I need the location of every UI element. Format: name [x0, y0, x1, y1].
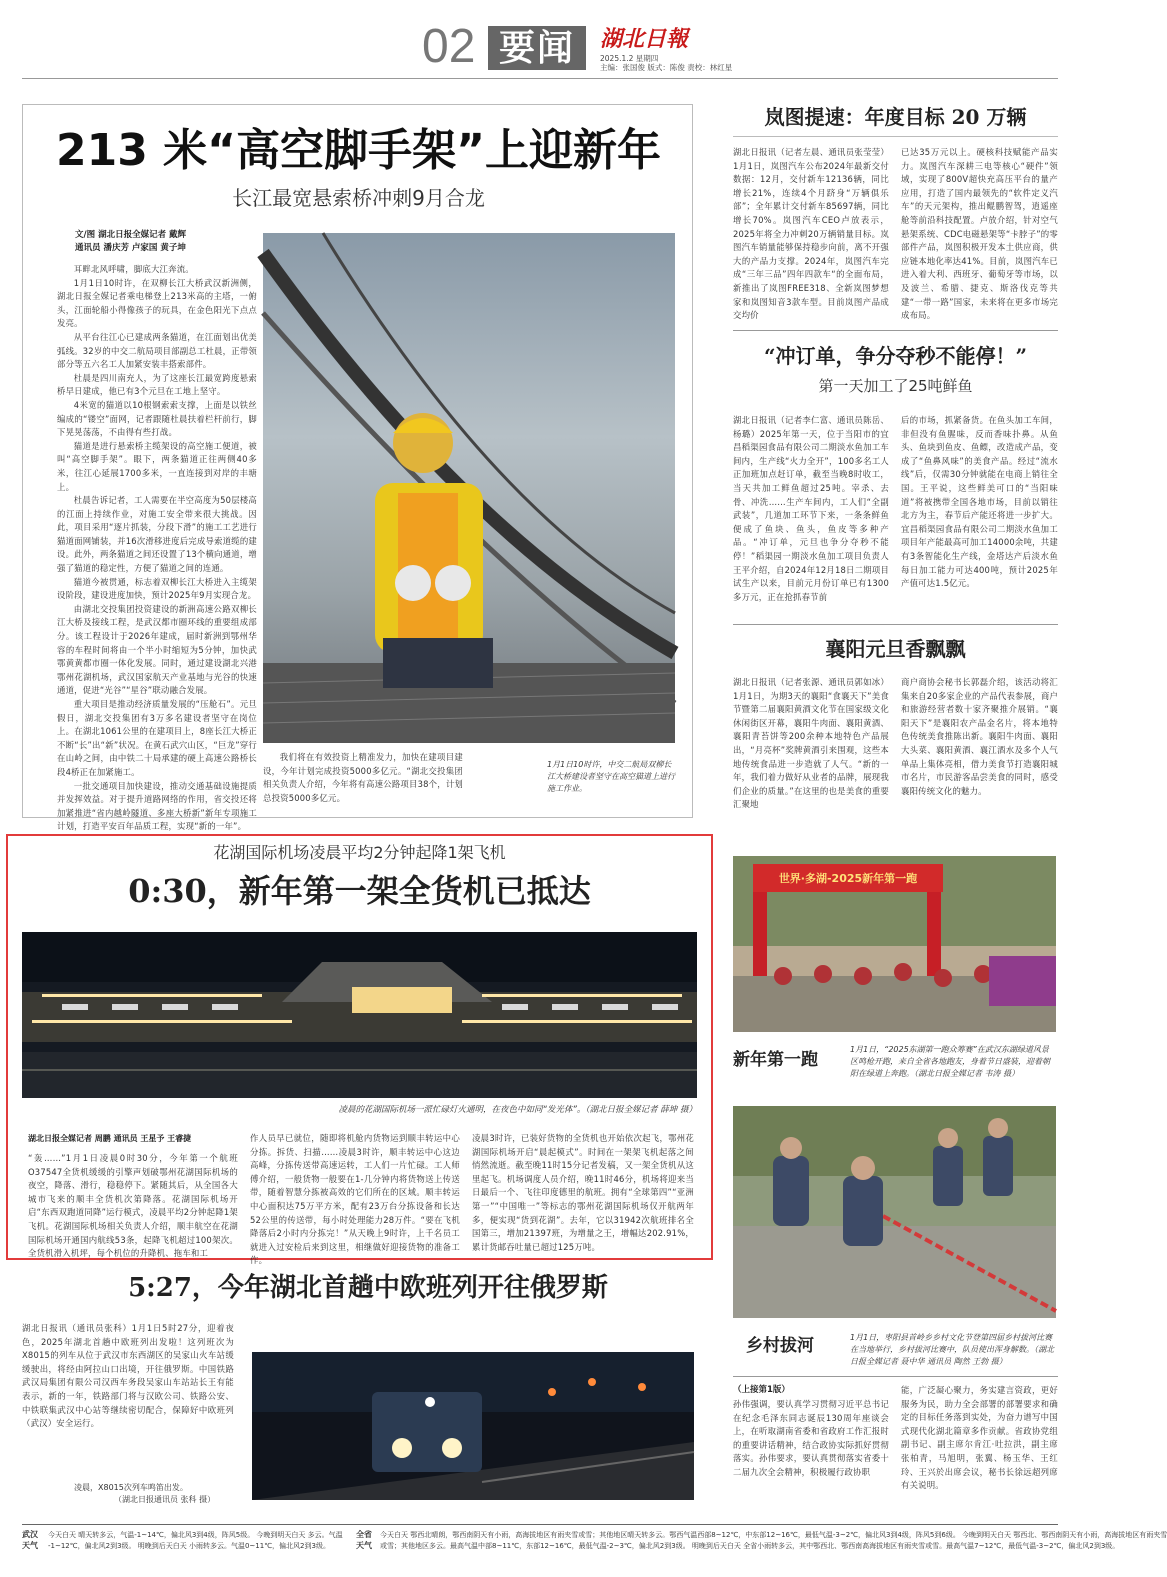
tug-of-war-photo [733, 1106, 1056, 1318]
cargo-body-col2: 作人员早已就位，随即将机舱内货物运到顺丰转运中心分拣。拆货、扫描……凌晨3时许，顺丰转运中心这边高峰，分拣传送带高速运转，工人们一片忙碌。工人师傅介绍，一般货物一般要在1-几分钟内将货物送上传送带，随着智慧分拣被高效的它们所在的区域。顺丰转运中心面积达75万平方米，配有23万台分拣设备和长达52公里的传送带，每小时处理能力28万件。“要在飞机降落后2小时内分拣完！”从天晚上9时许，上千名员工就进入过安检后来到这里，相继做好迎接货物的准备工作。 [250, 1133, 460, 1266]
cargo-byline: 湖北日报全媒记者 周鹏 通讯员 王星予 王睿捷 [28, 1134, 192, 1143]
newspaper-logo: 湖北日報 [600, 26, 689, 52]
paragraph: 我们将在有效投资上精准发力，加快在建项目建设，今年计划完成投资5000多亿元。“湖北交投集团相关负责人介绍，今年将有高速公路项目38个，计划总投资5000多亿元。 [263, 752, 463, 803]
weather-footer [22, 1530, 1167, 1570]
byline-line: 通讯员 潘庆芳 卢家国 黄子坤 [75, 243, 186, 253]
cargo-photo-caption: 凌晨的花湖国际机场一派忙碌灯火通明，在夜色中如同“发光体”。（湖北日报全媒记者 薛坤 摄） [338, 1105, 697, 1115]
race-arch-banner: 世界·多湖-2025新年第一跑 [778, 872, 918, 885]
paragraph: 耳畔北风呼啸，脚底大江奔流。 [73, 264, 194, 274]
divider [733, 330, 1058, 331]
train-night-photo [252, 1352, 694, 1500]
cargo-body-col3: 凌晨3时许，已装好货物的全货机也开始依次起飞，鄂州花湖国际机场开启“晨起模式”。时间在一架架飞机起落之间悄然流逝。截至晚11时15分记者发稿，又一架全货机从这里起飞。机场调度人员介绍，晚11时46分，机场将迎来当日最后一个、飞往印度德里的航班。拥有“全球第四”“亚洲第一”“中国唯一”等标志的鄂州花湖国际机场仅开航两年多，便实现“货到花湖”。去年，它以31942次航班排名全国第三，增加21397班，为增量之王，增幅达202.91%，累计货邮吞吐量已超过125万吨。 [472, 1133, 694, 1252]
continued-article [733, 1384, 1058, 1510]
xiangyang-title: 襄阳元旦香飘飘 [825, 637, 966, 661]
paragraph: 猫道是进行悬索桥主缆架设的高空施工便道，被叫“高空脚手架”。眼下，两条猫道正往两侧40多米，往江心延展1700多米，一直连接到对岸的丰塘上。 [57, 440, 257, 492]
run-caption: 1月1日，“2025东湖第一跑众筹赛”在武汉东湖绿道风景区鸣枪开跑，来自全省各地跑友，身着节日盛装，迎着朝阳在绿道上奔跑。（湖北日报全媒记者 韦涛 摄） [850, 1045, 1050, 1078]
section-label: 要闻 [488, 26, 586, 70]
paragraph: 4米宽的猫道以10根钢索索支撑，上面是以铁丝编成的“镂空”面网，记者跟随杜晨扶着栏杆前行，脚下晃晃荡荡，不由得有些打战。 [57, 399, 257, 438]
paragraph: 1月1日10时许，在双柳长江大桥武汉新洲侧，湖北日报全媒记者乘电梯登上213米高的主塔，一俯头，江面轮船小得像孩子的玩具，在金色阳光下点点发亮。 [57, 277, 257, 329]
weather-province-line1: 今天白天 鄂西北晴朗，鄂西南阴天有小雨，高海拔地区有雨夹雪或雪；其他地区晴天转多云。鄂西气温西部8~12℃，中东部12~16℃，最低气温-3~2℃，偏北风3到4级，阵风5到6级。 今晚到明天白天 鄂西北、鄂西南阴天有小雨，高海拔地区有雨夹雪 [380, 1531, 1167, 1539]
lead-byline [75, 229, 275, 255]
page-number: 02 [422, 20, 476, 73]
weather-province-line2: 或雪；其他地区多云。最高气温中部8~11℃，东部12~16℃，最低气温-2~3℃，偏北风2到3级。 明晚到后天白天 全省小雨转多云，其中鄂西北、鄂西南高海拔地区有雨夹雪或雪。最高气温7~12℃，最低气温-3~2℃，偏北风2到3级。 [380, 1542, 1120, 1550]
lead-body-col2 [263, 751, 463, 805]
tug-label: 乡村拔河 [746, 1336, 814, 1356]
weather-wuhan-line1: 今天白天 晴天转多云，气温-1~14℃，偏北风3到4级，阵风5级。 今晚到明天白天 多云。气温 [48, 1531, 343, 1539]
train-article [22, 1268, 714, 1510]
train-photo-credit: （湖北日报通讯员 张科 摄） [114, 1495, 216, 1504]
airport-night-photo [22, 932, 697, 1098]
lead-subtitle: 长江最宽悬索桥冲刺9月合龙 [232, 186, 485, 210]
fish-body-col2: 后的市场，抓紧备货。在鱼头加工车间，非但没有鱼腥味，反而香味扑鼻。从鱼头、鱼块到鱼皮、鱼鳔，改造成产品，变成了“鱼鼻风味”的美食产品。经过“流水线”后，仅需30分钟就能在电商上销往全国。王平说，这些鲜美可口的“当阳味道”将被携带全国各地市场，目前以销往北方为主，春节后产能还将进一步扩大。宜昌稻渠园食品有限公司二期淡水鱼加工项目年产能最高可加工14000余吨，共建有3条智能化生产线，金塔达产后淡水鱼每日加工能力可达400吨，预计2025年产值可达1.5亿元。 [901, 415, 1058, 589]
header-rule [22, 78, 1058, 79]
lead-photo-caption: 1月1日10时许，中交二航局双柳长江大桥建设者坚守在高空猫道上进行施工作业。 [547, 760, 675, 793]
fish-subtitle: 第一天加工了25吨鲜鱼 [818, 377, 973, 395]
fish-article [733, 338, 1058, 618]
paragraph: 重大项目是推动经济质量发展的“压舱石”。元旦假日，湖北交投集团有3万多名建设者坚守在岗位上。在湖北1061公里的在建项目上，8座长江大桥正不断“长”出“新”状况。在黄石武穴山区，“巨龙”穿行在山岭之间，由中铁二十局承建的硬上高速公路桥长段4桥正在加紧施工。 [57, 699, 257, 777]
byline-line: 文/图 湖北日报全媒记者 戴辉 [75, 230, 187, 240]
paragraph: 猫道今被贯通，标志着双柳长江大桥进入主缆架设阶段，建设进度加快，预计2025年9月实现合龙。 [57, 576, 257, 601]
weather-wuhan-line2: -1~12℃，偏北风2到3级。 明晚到后天白天 小雨转多云。气温0~11℃，偏北风2到3级。 [48, 1542, 330, 1550]
paragraph: 一批交通项目加快建设，推动交通基础设施提质并发挥效益。对于提升道路网络的作用，省交投还将加紧推进“省内越岭隧道、多座大桥新”新年专项施工计划，打造平安百年品质工程，实现“新的一年”。 [57, 780, 257, 832]
cargo-subtitle: 花湖国际机场凌晨平均2分钟起降1架飞机 [213, 843, 506, 862]
cargo-title: 0:30，新年第一架全货机已抵达 [128, 872, 591, 910]
continued-label: （上接第1版） [733, 1385, 790, 1395]
weather-city-wuhan: 武汉 [22, 1530, 38, 1539]
paragraph: 从平台往江心已建成两条猫道，在江面划出优美弧线。32岁的中交二航局项目部副总工杜晨，正带领部分等五六名工人加紧安装丰搭索部件。 [57, 331, 257, 370]
train-body: 湖北日报讯（通讯员张科）1月1日5时27分，迎着夜色，2025年湖北首趟中欧班列出发啦！这列班次为X8015的列车从位于武汉市东西湖区的吴家山火车站缓缓驶出，将经由阿拉山口出境，开往俄罗斯。中国铁路武汉局集团有限公司汉西车务段吴家山车站站长王有能表示，新的一年，铁路部门将与汉欧公司、铁路公安、中铁联集武汉中心站等继续密切配合，保障好中欧班列（武汉）安全运行。 [22, 1323, 234, 1429]
weather-label: 天气 [356, 1541, 372, 1550]
xiangyang-body-col2: 商户商协会秘书长郭磊介绍，该活动将汇集来自20多家企业的产品代表参展，商户和旅游经营者数十家齐聚推介展销。“襄阳天下”是襄阳农产品金名片，将本地特色传统美食推陈出新。襄阳牛肉面、襄阳大头菜、襄阳黄酒、襄江酒水及多个人气单品上集体亮相，借力美食节打造襄阳城市名片，市民游客品尝美食的同时，感受襄阳传统文化的魅力。 [901, 677, 1058, 796]
lead-body-col1 [57, 263, 257, 832]
paragraph: 杜晨是四川南充人，为了这座长江最宽跨度悬索桥早日建成，他已有3个元旦在工地上坚守。 [57, 372, 257, 397]
editors-line: 主编：张国俊 版式：陈俊 责校：林红星 [600, 63, 733, 72]
xiangyang-body-col1: 湖北日报讯（记者张源、通讯员郭如冰）1月1日，为期3天的襄阳“食襄天下”美食节暨第二届襄阳黄酒文化节在国家级文化休闲街区开幕，襄阳牛肉面、襄阳黄酒、襄阳青苔饼等200余种本地特色产品展出，“月亮杯”奖牌黄酒引来围观，这些本地传统食品进一步造就了人气。“新的一年，我们着力做好从业者的品牌，展现我们企业的质量。”在这里的也是美食的重要汇聚地 [733, 677, 889, 810]
footer-rule [22, 1524, 1058, 1525]
divider [733, 136, 1058, 137]
lead-article [22, 104, 693, 832]
lantu-body-col1: 湖北日报讯（记者左晨、通讯员张莹莹）1月1日，岚图汽车公布2024年最新交付数据：12月，交付新车12136辆，同比增长21%，连续4个月跻身“万辆俱乐部”；全年累计交付新车85697辆，同比增长70%。岚图汽车CEO卢放表示，2025年将全力冲刺20万辆销量目标。岚图汽车销量能够保持稳步向前，离不开强大的产品力支撑。2024年，岚图汽车完成“三年三品”四年四款车“的全面布局，新推出了岚图FREE318、全新岚图梦想家和岚图知音3款车型。目前岚图产品成交均价 [733, 147, 889, 321]
lantu-article [733, 102, 1058, 328]
weather-city-province: 全省 [356, 1530, 372, 1539]
divider [733, 1376, 1058, 1377]
xiangyang-article [733, 630, 1058, 830]
paragraph: 杜晨告诉记者，工人需要在半空高度为50层楼高的江面上持续作业，对施工安全带来很大挑战。因此，项目采用“逐片抓装，分段下滑”的施工工艺进行猫道面网铺装，并16次滑移进度后完成导索道缆的建设。此外，两条猫道之间还设置了13个横向通道，增强了猫道的稳定性，方便了猫道之间的连通。 [57, 495, 257, 574]
fish-title: “冲订单，争分夺秒不能停！” [763, 344, 1027, 368]
continued-body-col2: 能，广泛凝心聚力，务实建言资政，更好服务为民，助力全会部署的部署要求和确定的目标任务落到实处，为奋力谱写中国式现代化湖北篇章多作贡献。省政协党组副书记、副主席尔肯江·吐拉洪，副主席张柏青，马旭明，张翼、杨玉华、王红玲、王兴於出席会议，秘书长徐远超列席有关说明。 [901, 1385, 1058, 1491]
lantu-body-col2: 已达35万元以上。硬核科技赋能产品实力。岚图汽车深耕三电等核心“硬件”领域，实现了800V超快充高压平台的量产应用，打造了国内最领先的“软件定义汽车”的天元架构，推出鲲鹏智驾，逍遥座舱等前沿科技配置。卢放介绍，针对空气悬架系统、CDC电磁悬架等“卡脖子”的零部件产品，岚图积极开发本土供应商，供应链本地化率达41%。目前，岚图汽车已进入着大利、西班牙、葡萄牙等市场，以及波兰、希腊、捷克、斯洛伐克等共建“一带一路”国家，未来将在更多市场完成布局。 [901, 147, 1058, 321]
continued-body-col1: 孙伟强调，要认真学习贯彻习近平总书记在纪念毛泽东同志诞辰130周年座谈会上，在听取湖南省委和省政府工作汇报时的重要讲话精神，结合政协实际抓好贯彻落实。孙伟要求，要认真贯彻落实省委十二届九次全会精神，积极履行政协职 [733, 1399, 889, 1477]
lantu-title: 岚图提速：年度目标 20 万辆 [764, 105, 1027, 129]
weather-label: 天气 [22, 1541, 38, 1550]
train-photo-caption: 凌晨，X8015次列车鸣笛出发。 [74, 1483, 188, 1492]
divider [733, 624, 1058, 625]
paragraph: 由湖北交投集团投资建设的新洲高速公路双柳长江大桥及接线工程，是武汉都市圈环线的重要组成部分。该工程设计于2026年建成，届时新洲到鄂州华容的车程时间将由一个半小时缩短为5分钟，加快武鄂黄黄都市圈一体化发展。同时，通过建设湖北兴港鄂州花湖机场，武汉国家航天产业基地与光谷的快速通道，促进“光谷”“星谷”联动融合发展。 [57, 603, 257, 696]
train-title: 5:27，今年湖北首趟中欧班列开往俄罗斯 [128, 1273, 608, 1303]
issue-date: 2025.1.2 星期四 [600, 54, 659, 63]
issue-meta [600, 54, 732, 72]
new-year-run-photo [733, 856, 1056, 1032]
bridge-worker-photo [263, 233, 675, 743]
cargo-body-col1: “轰……”1月1日凌晨0时30分，今年第一个航班O37547全货机缓缓的引擎声划破鄂州花湖国际机场的夜空，降落、滑行，稳稳停下。紧随其后，从全国各大城市飞来的顺丰全货机次第降落。花湖国际机场开启“东西双跑道同降”运行模式，凌晨平均2分钟起降1架飞机。花湖国际机场相关负责人介绍，顺丰航空在花湖国际机场开通国内航线53条，起降飞机超过100架次。全货机滑入机坪，每个机位的升降机、拖车和工 [28, 1153, 238, 1259]
cargo-article-highlight[interactable] [6, 834, 713, 1266]
run-label: 新年第一跑 [733, 1050, 818, 1070]
tug-caption: 1月1日，枣阳县首岭乡乡村文化节登第四届乡村拔河比赛在当地举行，乡村拔河比赛中，队员使出浑身解数。（湖北日报全媒记者 聂中华 通讯员 陶然 王勃 摄） [850, 1333, 1054, 1366]
fish-body-col1: 湖北日报讯（记者李仁富、通讯员陈岳、杨璐）2025年第一天，位于当阳市的宜昌稻渠园食品有限公司二期淡水鱼加工车间内，生产线“火力全开”，100多名工人正加班加点赶订单，截至当晚8时收工，当天共加工鲜鱼超过25吨。宰杀、去骨、冲洗……生产车间内，工人们“全副武装”，几道加工环节下来，一条条鲜鱼便成了鱼块、鱼头，鱼皮等多种产品。“冲订单，元旦也争分夺秒不能停！”稻渠园一期淡水鱼加工项目负责人王平介绍，自2024年12月18日二期项目试生产以来，目前元月份订单已有1300多万元，正在抢抓春节前 [733, 415, 889, 602]
lead-title: 213 米“高空脚手架”上迎新年 [56, 125, 661, 176]
